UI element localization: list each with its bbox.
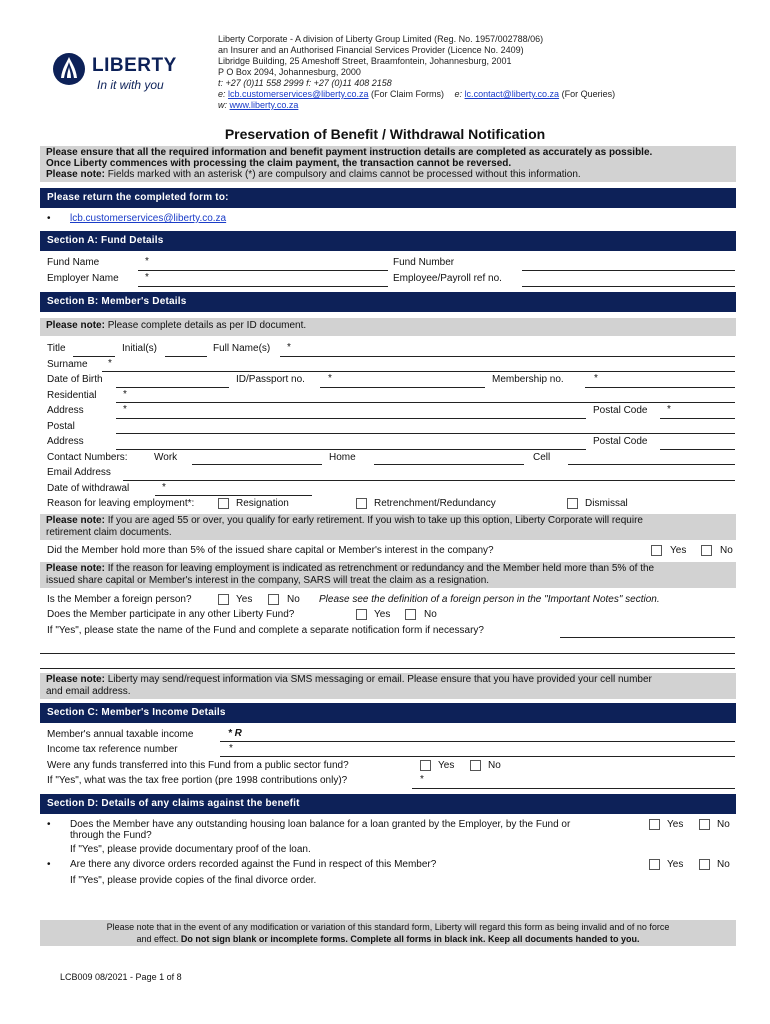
return-bar: Please return the completed form to: — [40, 188, 736, 208]
foreign-question: Is the Member a foreign person? — [47, 594, 192, 605]
footer-notice-line2b: Do not sign blank or incomplete forms. Complete all forms in black ink. Keep all documents handed to you. — [180, 934, 640, 944]
liberty-flame-icon — [52, 52, 86, 86]
tax-free-question: If "Yes", what was the tax free portion (pre 1998 contributions only)? — [47, 775, 348, 786]
age55-note-text: If you are aged 55 or over, you qualify for early retirement. If you wish to take up this option, Liberty Corporate will require — [104, 515, 643, 526]
foreign-no-checkbox[interactable] — [268, 594, 279, 605]
retrenchment-checkbox[interactable] — [356, 498, 367, 509]
resignation-label: Resignation — [236, 498, 289, 509]
footer-notice-line1: Please note that in the event of any modification or variation of this standard form, Liberty will regard this form as being invalid and of no force — [106, 922, 670, 932]
public-sector-question: Were any funds transferred into this Fund from a public sector fund? — [47, 760, 349, 771]
dismissal-checkbox[interactable] — [567, 498, 578, 509]
section-a-bar: Section A: Fund Details — [40, 231, 736, 251]
tax-free-field[interactable] — [412, 788, 735, 789]
employee-ref-field[interactable] — [522, 286, 735, 287]
other-fund-yes-question: If "Yes", please state the name of the Fund and complete a separate notification form if necessary? — [47, 625, 484, 636]
employer-name-asterisk: * — [145, 272, 149, 283]
section-b-bar: Section B: Member's Details — [40, 292, 736, 312]
full-names-label: Full Name(s) — [213, 343, 271, 354]
claims-email-link[interactable]: lcb.customerservices@liberty.co.za — [228, 89, 369, 99]
divorce-yes-label: Yes — [667, 859, 684, 870]
share-no-checkbox[interactable] — [701, 545, 712, 556]
surname-asterisk: * — [108, 358, 112, 369]
membership-label: Membership no. — [492, 374, 564, 385]
title-field[interactable] — [73, 356, 115, 357]
home-field[interactable] — [374, 464, 524, 465]
section-d-bar: Section D: Details of any claims against the benefit — [40, 794, 736, 814]
divorce-no-checkbox[interactable] — [699, 859, 710, 870]
liberty-logo — [52, 50, 182, 96]
header-web-line — [218, 100, 298, 111]
intro-notice — [40, 146, 736, 182]
section-b-note-label: Please note: — [46, 320, 105, 331]
logo-tagline: In it with you — [97, 78, 164, 92]
sms-note — [40, 673, 736, 699]
reason-label: Reason for leaving employment*: — [47, 498, 195, 509]
share-no-label: No — [720, 545, 733, 556]
employer-name-label: Employer Name — [47, 273, 119, 284]
email-field[interactable] — [123, 480, 735, 481]
page-title: Preservation of Benefit / Withdrawal Notification — [224, 126, 546, 142]
retrenchment-note — [40, 562, 736, 588]
other-fund-extra-line1[interactable] — [40, 653, 735, 654]
header-line1: Liberty Corporate - A division of Liberty Group Limited (Reg. No. 1957/002788/06) — [218, 34, 544, 44]
id-passport-field[interactable] — [320, 387, 485, 388]
cell-field[interactable] — [568, 464, 735, 465]
page-footer: LCB009 08/2021 - Page 1 of 8 — [60, 972, 182, 982]
divorce-no-label: No — [717, 859, 730, 870]
divorce-question: Are there any divorce orders recorded against the Fund in respect of this Member? — [70, 859, 437, 870]
foreign-yes-label: Yes — [236, 594, 253, 605]
section-c-bar: Section C: Member's Income Details — [40, 703, 736, 723]
share-yes-checkbox[interactable] — [651, 545, 662, 556]
intro-line2: Once Liberty commences with processing the claim payment, the transaction cannot be reversed. — [46, 158, 512, 169]
other-fund-name-field[interactable] — [560, 637, 735, 638]
title-label: Title — [47, 343, 66, 354]
share-yes-label: Yes — [670, 545, 687, 556]
foreign-no-label: No — [287, 594, 300, 605]
dob-field[interactable] — [116, 387, 229, 388]
withdrawal-date-field[interactable] — [155, 495, 312, 496]
resignation-checkbox[interactable] — [218, 498, 229, 509]
sms-note-text: Liberty may send/request information via SMS messaging or email. Please ensure that you have provided your cell number — [104, 674, 652, 685]
tax-ref-asterisk: * — [229, 743, 233, 754]
housing-loan-question: Does the Member have any outstanding housing loan balance for a loan granted by the Employer, by the Fund or — [70, 819, 571, 830]
dismissal-label: Dismissal — [585, 498, 628, 509]
section-b-note — [40, 318, 736, 336]
foreign-yes-checkbox[interactable] — [218, 594, 229, 605]
other-fund-no-checkbox[interactable] — [405, 609, 416, 620]
address-asterisk: * — [123, 404, 127, 415]
work-field[interactable] — [192, 464, 322, 465]
employer-name-field[interactable] — [138, 286, 388, 287]
queries-email-note: (For Queries) — [559, 89, 616, 99]
claims-email-note: (For Claim Forms) — [368, 89, 445, 99]
email-prefix: e: — [218, 89, 229, 99]
age55-note — [40, 514, 736, 540]
fund-name-field[interactable] — [138, 270, 388, 271]
divorce-copies: If "Yes", please provide copies of the final divorce order. — [70, 875, 317, 886]
other-fund-extra-line2[interactable] — [40, 668, 735, 669]
housing-yes-label: Yes — [667, 819, 684, 830]
header-line2: an Insurer and an Authorised Financial Services Provider (Licence No. 2409) — [218, 45, 524, 55]
bullet: • — [47, 819, 51, 830]
address-label: Address — [47, 405, 84, 416]
bullet: • — [47, 213, 51, 224]
fund-number-field[interactable] — [522, 270, 735, 271]
header-phone: t: +27 (0)11 558 2999 f: +27 (0)11 408 2158 — [218, 78, 392, 88]
initials-label: Initial(s) — [122, 343, 158, 354]
retr-note-text2: issued share capital or Member's interest in the company, SARS will treat the claim as a resignation. — [46, 575, 490, 586]
postal-code2-label: Postal Code — [593, 436, 648, 447]
membership-field[interactable] — [585, 387, 735, 388]
age55-note-text2: retirement claim documents. — [46, 527, 172, 538]
tax-ref-field[interactable] — [220, 756, 735, 757]
retrenchment-label: Retrenchment/Redundancy — [374, 498, 496, 509]
withdrawal-date-label: Date of withdrawal — [47, 483, 130, 494]
public-yes-label: Yes — [438, 760, 455, 771]
tax-free-asterisk: * — [420, 774, 424, 785]
other-fund-no-label: No — [424, 609, 437, 620]
bullet: • — [47, 859, 51, 870]
other-fund-yes-checkbox[interactable] — [356, 609, 367, 620]
other-fund-yes-label: Yes — [374, 609, 391, 620]
footer-notice — [40, 920, 736, 946]
residential-line1[interactable] — [116, 402, 735, 403]
intro-note-text: Fields marked with an asterisk (*) are compulsory and claims cannot be processed without this information. — [104, 169, 581, 180]
section-b-note-text: Please complete details as per ID document. — [104, 320, 307, 331]
housing-no-label: No — [717, 819, 730, 830]
housing-no-checkbox[interactable] — [699, 819, 710, 830]
work-label: Work — [154, 452, 178, 463]
website-link[interactable]: www.liberty.co.za — [229, 100, 299, 110]
divorce-yes-checkbox[interactable] — [649, 859, 660, 870]
retr-note-text: If the reason for leaving employment is indicated as retrenchment or redundancy and the Member held more than 5% of the — [104, 563, 655, 574]
postal-line1[interactable] — [116, 433, 735, 434]
full-names-asterisk: * — [287, 342, 291, 353]
other-fund-question: Does the Member participate in any other Liberty Fund? — [47, 609, 295, 620]
initials-field[interactable] — [165, 356, 207, 357]
withdrawal-asterisk: * — [162, 482, 166, 493]
id-asterisk: * — [328, 373, 332, 384]
header-email-line — [218, 89, 615, 100]
residential-line2[interactable] — [116, 418, 586, 419]
share-question: Did the Member hold more than 5% of the issued share capital or Member's interest in the company? — [47, 545, 494, 556]
fund-number-label: Fund Number — [393, 257, 455, 268]
postal-code-field[interactable] — [660, 418, 735, 419]
annual-income-label: Member's annual taxable income — [47, 729, 194, 740]
sms-note-text2: and email address. — [46, 686, 131, 697]
postal-code-label: Postal Code — [593, 405, 648, 416]
postal-label: Postal — [47, 421, 75, 432]
id-passport-label: ID/Passport no. — [236, 374, 305, 385]
logo-brand: LIBERTY — [92, 55, 177, 76]
annual-income-prefix: * R — [228, 728, 242, 739]
postal-line2[interactable] — [116, 449, 586, 450]
postal-address-label: Address — [47, 436, 84, 447]
housing-yes-checkbox[interactable] — [649, 819, 660, 830]
membership-asterisk: * — [594, 373, 598, 384]
annual-income-field[interactable] — [220, 741, 735, 742]
full-names-field[interactable] — [280, 356, 735, 357]
postal-code-asterisk: * — [667, 404, 671, 415]
fund-name-label: Fund Name — [47, 257, 100, 268]
cell-label: Cell — [533, 452, 551, 463]
surname-label: Surname — [47, 359, 88, 370]
housing-loan-proof: If "Yes", please provide documentary proof of the loan. — [70, 844, 311, 855]
email-label: Email Address — [47, 467, 111, 478]
age55-note-label: Please note: — [46, 515, 105, 526]
header-line3: Libridge Building, 25 Ameshoff Street, Braamfontein, Johannesburg, 2001 — [218, 56, 512, 66]
employee-ref-label: Employee/Payroll ref no. — [393, 273, 502, 284]
intro-note-label: Please note: — [46, 169, 105, 180]
email2-prefix: e: — [454, 89, 465, 99]
dob-label: Date of Birth — [47, 374, 103, 385]
home-label: Home — [329, 452, 356, 463]
contact-numbers-label: Contact Numbers: — [47, 452, 128, 463]
retr-note-label: Please note: — [46, 563, 105, 574]
header-line4: P O Box 2094, Johannesburg, 2000 — [218, 67, 361, 77]
postal-code2-field[interactable] — [660, 449, 735, 450]
return-email-link[interactable]: lcb.customerservices@liberty.co.za — [70, 213, 227, 224]
public-no-checkbox[interactable] — [470, 760, 481, 771]
housing-loan-question-cont: through the Fund? — [70, 830, 152, 841]
tax-ref-label: Income tax reference number — [47, 744, 178, 755]
sms-note-label: Please note: — [46, 674, 105, 685]
residential-label: Residential — [47, 390, 97, 401]
foreign-note: Please see the definition of a foreign person in the "Important Notes" section. — [319, 594, 660, 605]
residential-asterisk: * — [123, 389, 127, 400]
footer-notice-line2a: and effect. — [136, 934, 181, 944]
web-prefix: w: — [218, 100, 230, 110]
fund-name-asterisk: * — [145, 256, 149, 267]
public-no-label: No — [488, 760, 501, 771]
queries-email-link[interactable]: lc.contact@liberty.co.za — [464, 89, 560, 99]
intro-line1: Please ensure that all the required information and benefit payment instruction details are completed as accurately as possible. — [46, 147, 653, 158]
surname-field[interactable] — [102, 371, 735, 372]
public-yes-checkbox[interactable] — [420, 760, 431, 771]
